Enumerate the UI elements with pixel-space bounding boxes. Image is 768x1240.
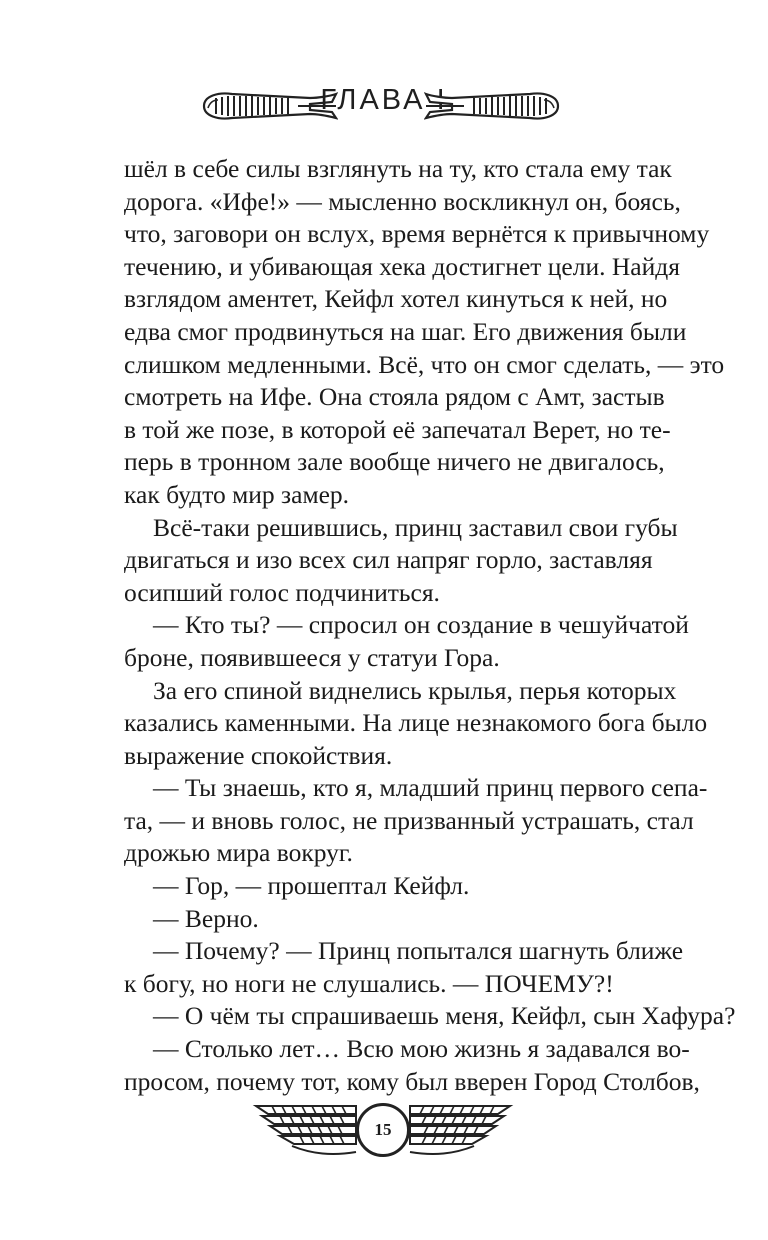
chapter-header — [0, 80, 768, 136]
text-line: едва смог продвинуться на шаг. Его движения были — [124, 316, 687, 346]
text-line: шёл в себе силы взглянуть на ту, кто стала ему так — [124, 154, 672, 183]
text-line: осипший голос подчиниться. — [124, 577, 440, 607]
text-line: броне, появившееся у статуи Гора. — [124, 642, 500, 672]
text-line: казались каменными. На лице незнакомого бога было — [124, 708, 708, 738]
text-line: слишком медленными. Всё, что он смог сделать, — это — [124, 349, 725, 379]
body-text — [124, 153, 736, 1098]
text-line: — Гор, — прошептал Кейфл. — [153, 871, 470, 901]
text-line: смотреть на Ифе. Она стояла рядом с Амт, застыв — [124, 382, 665, 412]
text-line: — Кто ты? — спросил он создание в чешуйчатой — [153, 610, 689, 640]
winged-ornament-right-icon — [424, 86, 564, 126]
text-line: течению, и убивающая хека достигнет цели. Найдя — [124, 251, 680, 281]
text-line: — Ты знаешь, кто я, младший принц первого сепа- — [153, 773, 708, 803]
text-line: взглядом аментет, Кейфл хотел кинуться к ней, но — [124, 284, 668, 314]
chapter-title: ГЛАВА I — [320, 84, 448, 116]
page-footer — [252, 1092, 514, 1168]
text-line: к богу, но ноги не слушались. — ПОЧЕМУ?! — [124, 968, 614, 998]
text-line: — Верно. — [153, 903, 259, 933]
page-number: 15 — [356, 1103, 410, 1157]
text-line: дрожью мира вокруг. — [124, 838, 353, 868]
text-line: — Столько лет… Всю мою жизнь я задавался во- — [153, 1034, 690, 1064]
text-line: Всё-таки решившись, принц заставил свои губы — [153, 512, 678, 542]
text-line: За его спиной виднелись крылья, перья которых — [153, 675, 677, 705]
text-line: что, заговори он вслух, время вернётся к привычному — [124, 219, 710, 249]
text-line: — О чём ты спрашиваешь меня, Кейфл, сын Хафура? — [153, 1001, 736, 1031]
text-line: дорога. «Ифе!» — мысленно воскликнул он, боясь, — [124, 186, 681, 216]
text-line: в той же позе, в которой её запечатал Верет, но те- — [124, 414, 671, 444]
text-line: та, — и вновь голос, не призванный устрашать, стал — [124, 805, 694, 835]
text-line: перь в тронном зале вообще ничего не двигалось, — [124, 447, 665, 477]
text-line: — Почему? — Принц попытался шагнуть ближе — [153, 936, 684, 966]
text-line: просом, почему тот, кому был вверен Город Столбов, — [124, 1066, 700, 1096]
text-line: как будто мир замер. — [124, 479, 350, 509]
text-line: двигаться и изо всех сил напряг горло, заставляя — [124, 545, 653, 575]
text-line: выражение спокойствия. — [124, 740, 393, 770]
